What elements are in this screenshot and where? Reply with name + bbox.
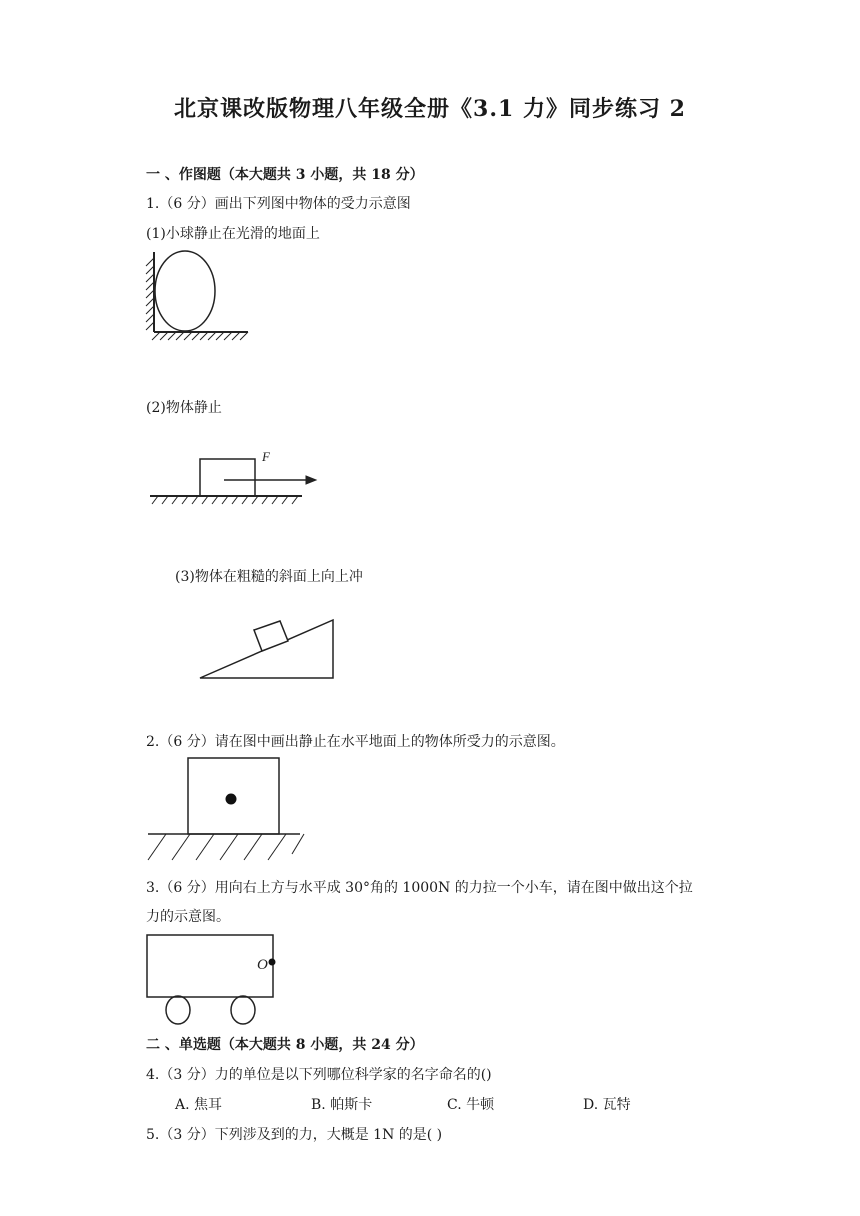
cart-wheel-left — [166, 996, 190, 1024]
page-title: 北京课改版物理八年级全册《3.1 力》同步练习 2 — [174, 96, 686, 122]
figure-cart — [145, 933, 280, 1027]
section-heading-single-choice: 二 、单选题（本大题共 8 小题，共 24 分） — [146, 1037, 424, 1053]
figure-box-on-ground — [144, 756, 304, 864]
force-label: F — [262, 449, 270, 464]
center-point — [226, 794, 236, 804]
question-1-part-1: (1)小球静止在光滑的地面上 — [146, 226, 320, 242]
point-o — [269, 959, 275, 965]
question-5-stem: 5.（3 分）下列涉及到的力，大概是 1N 的是( ) — [146, 1127, 443, 1143]
block-on-incline — [254, 621, 288, 651]
ground-hatching — [152, 332, 248, 340]
point-o-label: O — [257, 957, 268, 973]
question-2-stem: 2.（6 分）请在图中画出静止在水平地面上的物体所受力的示意图。 — [146, 734, 565, 750]
ground-hatching — [148, 834, 304, 860]
question-1-part-3: (3)物体在粗糙的斜面上向上冲 — [175, 569, 363, 585]
question-1-stem: 1.（6 分）画出下列图中物体的受力示意图 — [146, 196, 411, 212]
floor-hatching — [152, 496, 298, 504]
question-4-option-a: A. 焦耳 — [175, 1097, 223, 1113]
cart-body — [147, 935, 273, 997]
question-4-stem: 4.（3 分）力的单位是以下列哪位科学家的名字命名的() — [146, 1067, 492, 1083]
figure-ball-on-ground — [140, 248, 260, 344]
cart-wheel-right — [231, 996, 255, 1024]
ball — [155, 251, 215, 331]
question-1-part-2: (2)物体静止 — [146, 400, 222, 416]
block — [200, 459, 255, 496]
question-3-stem-line-2: 力的示意图。 — [146, 909, 230, 925]
section-heading-drawing: 一 、作图题（本大题共 3 小题，共 18 分） — [146, 167, 424, 183]
force-arrow-head — [306, 476, 316, 484]
figure-incline — [198, 616, 338, 682]
wall-hatching — [146, 258, 154, 330]
question-3-stem-line-1: 3.（6 分）用向右上方与水平成 30°角的 1000N 的力拉一个小车，请在图中做出这个拉 — [146, 880, 693, 896]
figure-block-with-force — [146, 446, 336, 510]
question-4-option-b: B. 帕斯卡 — [311, 1097, 373, 1113]
question-4-option-c: C. 牛顿 — [447, 1097, 495, 1113]
question-4-option-d: D. 瓦特 — [583, 1097, 631, 1113]
